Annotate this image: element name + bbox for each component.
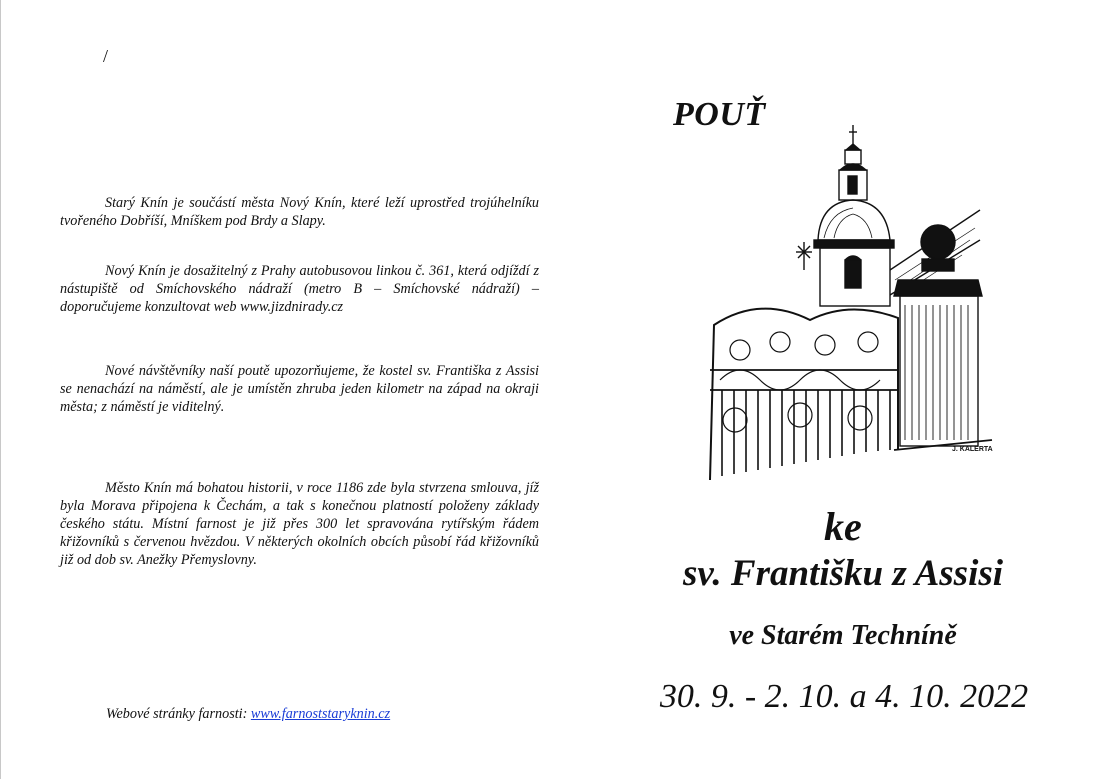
illustration-signature: J. KALERTA [952, 446, 993, 453]
church-gate-illustration [700, 120, 1000, 490]
paragraph-visitors: Nové návštěvníky naší poutě upozorňujeme, že kostel sv. Františka z Assisi se nenachází na náměstí, ale je umístěn zhruba jeden kilometr na západ na okraji města; z náměstí je viditelný. [60, 363, 539, 415]
title-line-2: sv. Františku z Assisi [682, 553, 1004, 594]
website-label: Webové stránky farnosti: [106, 706, 251, 722]
paragraph-history: Město Knín má bohatou historii, v roce 1186 zde byla stvrzena smlouva, jíž byla Morava připojena k Čechám, a tak s konečnou platností položeny základy českého státu. Místní farnost je již přes 300 let spravována rytířským řádem křižovníků s červenou hvězdou. V některých okolních obcích působí řád křižovníků již od dob sv. Anežky Přemyslovny. [60, 480, 539, 568]
website-line [106, 706, 390, 723]
page-edge [0, 0, 1, 779]
website-link[interactable]: www.farnoststaryknin.cz [250, 706, 391, 722]
paragraph-location: Starý Knín je součástí města Nový Knín, které leží uprostřed trojúhelníku tvořeného Dobříší, Mníškem pod Brdy a Slapy. [60, 195, 539, 229]
page-heading: POUŤ [673, 96, 766, 133]
slash-mark: / [103, 46, 109, 66]
paragraph-transport: Nový Knín je dosažitelný z Prahy autobusovou linkou č. 361, která odjíždí z nástupiště od Smíchovského nádraží (metro B – Smíchovské nádraží) – doporučujeme konzultovat web www.jizdnirady.cz [60, 263, 539, 315]
title-line-1: ke [824, 504, 862, 549]
title-line-3: ve Starém Techníně [729, 620, 957, 651]
event-dates: 30. 9. - 2. 10. a 4. 10. 2022 [659, 678, 1029, 715]
